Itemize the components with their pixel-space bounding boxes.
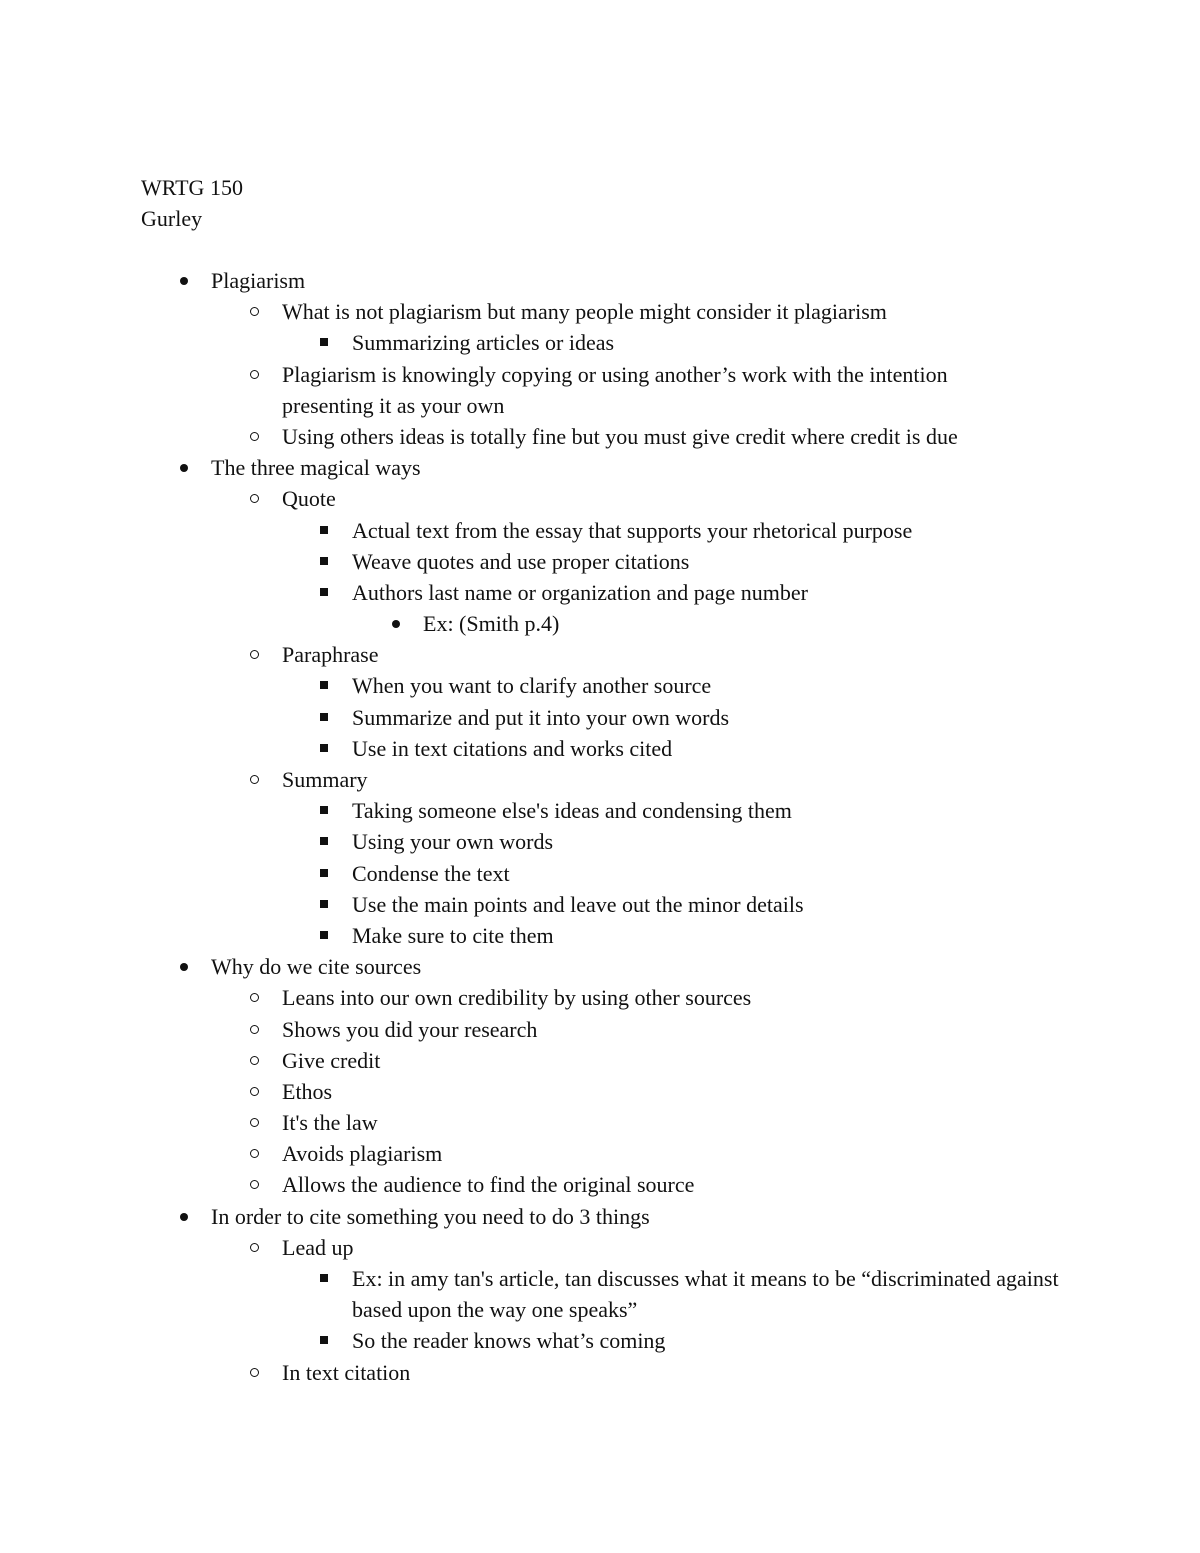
outline-item-level-2 — [0, 1325, 1200, 1356]
outline-item-text: Allows the audience to find the original source — [282, 1172, 695, 1198]
bullet-circle-icon — [245, 639, 265, 670]
outline-item-level-2 — [0, 858, 1200, 889]
instructor-name: Gurley — [141, 206, 203, 231]
outline-item-level-1 — [0, 421, 1200, 452]
outline-item-level-1 — [0, 1107, 1200, 1138]
outline-item-text: Why do we cite sources — [211, 954, 422, 980]
outline-item-level-2 — [0, 826, 1200, 857]
bullet-circle-icon — [245, 421, 265, 452]
outline-item-level-1 — [0, 764, 1200, 795]
bullet-circle-icon — [245, 982, 265, 1013]
outline-item-level-2 — [0, 515, 1200, 546]
outline-item-level-2 — [0, 889, 1200, 920]
outline-item-level-2 — [0, 577, 1200, 608]
outline-item-text: Use in text citations and works cited — [352, 735, 673, 761]
bullet-circle-icon — [245, 1014, 265, 1045]
outline-item-level-0 — [0, 1201, 1200, 1232]
outline-item-text: Avoids plagiarism — [282, 1141, 443, 1167]
bullet-circle-icon — [245, 1138, 265, 1169]
bullet-dot-icon — [174, 265, 194, 296]
outline-item-level-2 — [0, 795, 1200, 826]
outline-item-text: Using your own words — [352, 829, 554, 855]
bullet-square-icon — [315, 546, 335, 577]
outline-item-level-0 — [0, 265, 1200, 296]
bullet-square-icon — [315, 702, 335, 733]
bullet-circle-icon — [245, 359, 265, 390]
bullet-square-icon — [315, 889, 335, 920]
outline-item-text: Leans into our own credibility by using other sources — [282, 985, 752, 1011]
outline-item-text: Ex: in amy tan's article, tan discusses what it means to be “discriminated against based upon the way one speaks” — [352, 1266, 1059, 1323]
outline-item-text: In order to cite something you need to do 3 things — [211, 1203, 650, 1229]
bullet-square-icon — [315, 1263, 335, 1294]
bullet-circle-icon — [245, 1045, 265, 1076]
outline-item-text: In text citation — [282, 1359, 411, 1385]
bullet-dot-icon — [386, 608, 406, 639]
bullet-square-icon — [315, 795, 335, 826]
bullet-dot-icon — [174, 1201, 194, 1232]
outline-item-level-3 — [0, 608, 1200, 639]
bullet-circle-icon — [245, 1107, 265, 1138]
bullet-circle-icon — [245, 1232, 265, 1263]
bullet-circle-icon — [245, 483, 265, 514]
outline-item-level-0 — [0, 951, 1200, 982]
bullet-circle-icon — [245, 1169, 265, 1200]
bullet-square-icon — [315, 670, 335, 701]
outline-item-text: Quote — [282, 486, 336, 512]
outline-item-text: When you want to clarify another source — [352, 673, 712, 699]
outline-item-level-2 — [0, 733, 1200, 764]
bullet-circle-icon — [245, 296, 265, 327]
outline-item-text: Using others ideas is totally fine but you must give credit where credit is due — [282, 423, 958, 449]
outline-item-text: Summarizing articles or ideas — [352, 330, 615, 356]
bullet-square-icon — [315, 327, 335, 358]
outline-item-level-2 — [0, 670, 1200, 701]
bullet-square-icon — [315, 920, 335, 951]
outline-item-level-1 — [0, 1045, 1200, 1076]
outline-item-text: Use the main points and leave out the minor details — [352, 891, 804, 917]
notes-outline — [0, 265, 1200, 1388]
outline-item-text: Condense the text — [352, 860, 510, 886]
bullet-square-icon — [315, 733, 335, 764]
outline-item-text: Summary — [282, 767, 368, 793]
bullet-circle-icon — [245, 764, 265, 795]
bullet-square-icon — [315, 1325, 335, 1356]
outline-item-level-2 — [0, 327, 1200, 358]
outline-item-text: Taking someone else's ideas and condensing them — [352, 798, 792, 824]
document-header — [141, 172, 243, 234]
outline-item-text: Authors last name or organization and page number — [352, 579, 808, 605]
outline-item-text: Actual text from the essay that supports your rhetorical purpose — [352, 517, 913, 543]
outline-item-level-2 — [0, 920, 1200, 951]
outline-item-text: Plagiarism — [211, 268, 306, 293]
outline-item-level-1 — [0, 1169, 1200, 1200]
outline-item-text: So the reader knows what’s coming — [352, 1328, 666, 1354]
outline-item-level-1 — [0, 1076, 1200, 1107]
outline-item-level-0 — [0, 452, 1200, 483]
outline-item-text: Ex: (Smith p.4) — [423, 611, 560, 637]
outline-item-level-1 — [0, 1138, 1200, 1169]
outline-item-text: Give credit — [282, 1047, 381, 1073]
outline-item-text: Make sure to cite them — [352, 922, 554, 948]
outline-item-level-1 — [0, 639, 1200, 670]
bullet-dot-icon — [174, 951, 194, 982]
bullet-circle-icon — [245, 1357, 265, 1388]
outline-item-level-1 — [0, 1232, 1200, 1263]
outline-item-text: Summarize and put it into your own words — [352, 704, 730, 730]
outline-item-text: Shows you did your research — [282, 1016, 538, 1042]
outline-item-level-2 — [0, 546, 1200, 577]
bullet-square-icon — [315, 515, 335, 546]
outline-item-text: The three magical ways — [211, 455, 421, 481]
bullet-circle-icon — [245, 1076, 265, 1107]
outline-item-level-2 — [0, 702, 1200, 733]
outline-item-text: Paraphrase — [282, 642, 379, 668]
outline-item-level-1 — [0, 982, 1200, 1013]
outline-item-level-1 — [0, 483, 1200, 514]
outline-item-text: Lead up — [282, 1234, 354, 1260]
outline-item-text: It's the law — [282, 1110, 378, 1136]
outline-item-text: Ethos — [282, 1078, 333, 1104]
outline-item-text: Weave quotes and use proper citations — [352, 548, 690, 574]
outline-item-level-1 — [0, 359, 1200, 421]
outline-item-level-1 — [0, 1357, 1200, 1388]
outline-item-text: What is not plagiarism but many people might consider it plagiarism — [282, 299, 887, 325]
outline-item-text: Plagiarism is knowingly copying or using another’s work with the intention presenting it as your own — [282, 361, 948, 418]
outline-item-level-1 — [0, 296, 1200, 327]
outline-item-level-2 — [0, 1263, 1200, 1325]
bullet-square-icon — [315, 577, 335, 608]
outline-item-level-1 — [0, 1014, 1200, 1045]
bullet-square-icon — [315, 826, 335, 857]
bullet-square-icon — [315, 858, 335, 889]
course-code: WRTG 150 — [141, 175, 243, 200]
bullet-dot-icon — [174, 452, 194, 483]
